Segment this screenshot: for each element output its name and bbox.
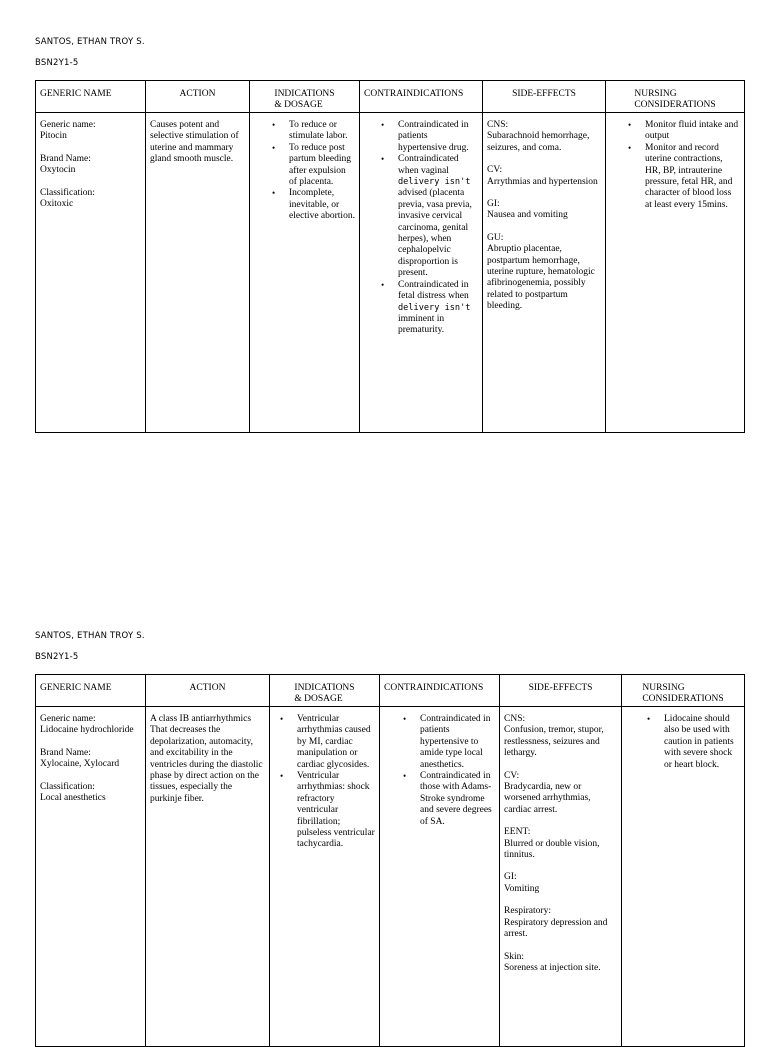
header-generic-name: GENERIC NAME — [36, 81, 146, 113]
side-effect-group: EENT: Blurred or double vision, tinnitus. — [504, 827, 600, 861]
generic-name-cell — [36, 113, 146, 433]
side-effects-cell — [483, 113, 606, 433]
header-generic-name: GENERIC NAME — [36, 675, 146, 707]
contraindication-item: • Contraindicated in fetal distress when delivery isn't imminent in prematurity. — [398, 280, 478, 337]
action-text: A class IB antiarrhythmics That decreases the depolarization, automacity, and excitability in the ventricles during the diastolic phase by direct action on the tissues, especially the purkinje fiber. — [150, 714, 263, 804]
side-effect-group: CNS: Subarachnoid hemorrhage, seizures, and coma. — [487, 120, 590, 153]
drug-table — [35, 80, 745, 433]
generic-name-cell — [36, 707, 146, 1047]
section-code: BSN2Y1-5 — [35, 58, 79, 68]
generic-name-label: Generic name: — [40, 714, 96, 724]
header-indications: INDICATIONS & DOSAGE — [270, 675, 380, 707]
generic-name-label: Generic name: — [40, 120, 96, 130]
action-text: Causes potent and selective stimulation of uterine and mammary gland smooth muscle. — [150, 120, 239, 165]
header-contraindications: CONTRAINDICATIONS — [360, 81, 483, 113]
section-code: BSN2Y1-5 — [35, 652, 79, 662]
side-effect-group: Respiratory: Respiratory depression and arrest. — [504, 906, 608, 940]
contraindication-item: • Contraindicated in patients hypertensive to amide type local anesthetics. — [420, 714, 495, 771]
generic-name-value: Lidocaine hydrochloride — [40, 725, 134, 736]
header-action: ACTION — [146, 675, 270, 707]
drug-table — [35, 674, 745, 1047]
indication-item: • To reduce or stimulate labor. — [289, 120, 355, 143]
header-nursing: NURSING CONSIDERATIONS — [606, 81, 745, 113]
side-effect-group: Skin: Soreness at injection site. — [504, 951, 601, 973]
side-effect-group: GI: Nausea and vomiting — [487, 199, 568, 221]
header-side-effects: SIDE-EFFECTS — [483, 81, 606, 113]
header-nursing: NURSING CONSIDERATIONS — [622, 675, 745, 707]
side-effects-cell — [500, 707, 622, 1047]
indication-item: • Ventricular arrhythmias caused by MI, cardiac manipulation or cardiac glycosides. — [297, 714, 375, 771]
contraindication-item: • Contraindicated in those with Adams-Stroke syndrome and severe degrees of SA. — [420, 771, 495, 828]
student-name: SANTOS, ETHAN TROY S. — [35, 631, 145, 641]
header-action: ACTION — [146, 81, 250, 113]
indication-item: • Incomplete, inevitable, or elective abortion. — [289, 188, 355, 222]
brand-name-value: Oxytocin — [40, 165, 76, 176]
nursing-item: • Monitor fluid intake and output — [645, 120, 740, 143]
nursing-item: • Lidocaine should also be used with caution in patients with severe shock or heart block. — [664, 714, 740, 771]
side-effect-group: CV: Bradycardia, new or worsened arrhythmias, cardiac arrest. — [504, 770, 591, 815]
nursing-item: • Monitor and record uterine contractions, HR, BP, intrauterine pressure, fetal HR, and character of blood loss at least every 15mins. — [645, 143, 740, 211]
side-effect-group: CNS: Confusion, tremor, stupor, restlessness, seizures and lethargy. — [504, 714, 604, 759]
student-name: SANTOS, ETHAN TROY S. — [35, 37, 145, 47]
brand-name-label: Brand Name: — [40, 747, 91, 758]
indications-cell — [250, 113, 360, 433]
contraindication-item: • Contraindicated when vaginal delivery isn't advised (placenta previa, vasa previa, invasive cervical carcinoma, genital herpes), when cephalopelvic disproportion is present. — [398, 154, 478, 279]
header-side-effects: SIDE-EFFECTS — [500, 675, 622, 707]
contraindications-cell — [360, 113, 483, 433]
brand-name-label: Brand Name: — [40, 153, 91, 164]
classification-label: Classification: — [40, 781, 95, 792]
side-effect-group: GU: Abruptio placentae, postpartum hemorrhage, uterine rupture, hematologic afibrinogenemia, possibly related to postpartum bleeding. — [487, 232, 595, 312]
action-cell — [146, 113, 250, 433]
contraindication-item: • Contraindicated in patients hypertensive drug. — [398, 120, 478, 154]
classification-value: Local anesthetics — [40, 793, 106, 804]
indication-item: • To reduce post partum bleeding after expulsion of placenta. — [289, 143, 355, 189]
nursing-cell — [606, 113, 745, 433]
side-effect-group: CV: Arrythmias and hypertension — [487, 165, 598, 187]
side-effect-group: GI: Vomiting — [504, 872, 540, 894]
header-indications: INDICATIONS & DOSAGE — [250, 81, 360, 113]
classification-value: Oxitoxic — [40, 199, 74, 210]
nursing-cell — [622, 707, 745, 1047]
contraindications-cell — [380, 707, 500, 1047]
classification-label: Classification: — [40, 187, 95, 198]
indication-item: • Ventricular arrhythmias: shock refractory ventricular fibrillation; pulseless ventricular tachycardia. — [297, 771, 375, 851]
action-cell — [146, 707, 270, 1047]
indications-cell — [270, 707, 380, 1047]
header-contraindications: CONTRAINDICATIONS — [380, 675, 500, 707]
brand-name-value: Xylocaine, Xylocard — [40, 759, 120, 770]
generic-name-value: Pitocin — [40, 131, 67, 142]
